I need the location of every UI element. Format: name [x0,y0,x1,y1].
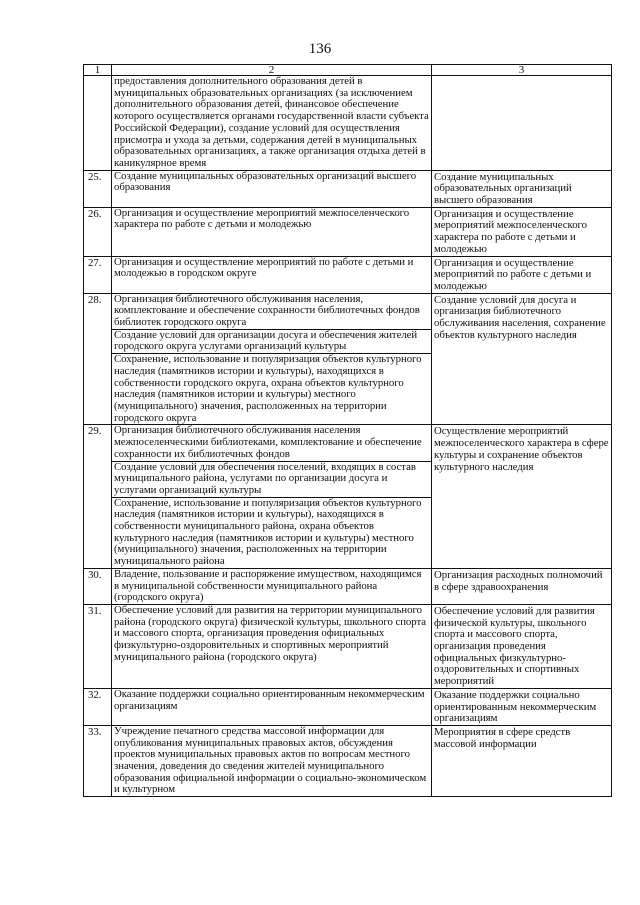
continuation-text: предоставления дополнительного образования детей в муниципальных образовательных организациях (за исключением дополнительного образования детей, финансовое обеспечение которого осуществляется органами государственной власти субъекта Российской Федерации), создание условий для осуществления присмотра и ухода за детьми, содержания детей в муниципальных образовательных организациях, а также организация отдыха детей в каникулярное время [112,76,432,171]
row-function: Владение, пользование и распоряжение имуществом, находящимся в муниципальной собственности муниципального района (городского округа) [112,568,432,604]
table-row [84,170,612,207]
row-function: Организация и осуществление мероприятий по работе с детьми и молодежью в городском округе [112,256,432,293]
row-category: Оказание поддержки социально ориентированным некоммерческим организациям [432,688,612,725]
row-function: Обеспечение условий для развития на территории муниципального района (городского округа) физической культуры, школьного спорта и массового спорта, организация проведения официальных физкультурно-оздоровительных и спортивных мероприятий муниципального района (городского округа) [112,604,432,688]
row-category: Организация расходных полномочий в сфере здравоохранения [432,568,612,604]
row-number: 28. [84,293,112,425]
row-number: 33. [84,725,112,796]
row-function-item: Создание условий для организации досуга и обеспечения жителей городского округа услугами организаций культуры [112,330,431,354]
row-category: Мероприятия в сфере средств массовой информации [432,725,612,796]
table-row [84,688,612,725]
row-function [112,425,432,568]
row-function: Создание муниципальных образовательных организаций высшего образования [112,170,432,207]
table-row [84,293,612,425]
continuation-row [84,76,612,171]
row-category: Организация и осуществление мероприятий межпоселенческого характера по работе с детьми и молодежью [432,207,612,256]
row-function-item: Сохранение, использование и популяризация объектов культурного наследия (памятников истории и культуры), находящихся в собственности городского округа, охрана объектов культурного наследия (памятников истории и культуры) местного (муниципального) значения, расположенных на территории городского округа [114,353,422,424]
header-col-3: 3 [432,65,612,76]
table-row [84,604,612,688]
row-number: 26. [84,207,112,256]
row-function-item: Организация библиотечного обслуживания населения, комплектование и обеспечение сохранности библиотечных фондов библиотек городского округа [112,294,431,330]
row-category: Осуществление мероприятий межпоселенческого характера в сфере культуры и сохранение объектов культурного наследия [432,425,612,568]
table-row [84,725,612,796]
header-col-2: 2 [112,65,432,76]
table-row [84,425,612,568]
row-function: Оказание поддержки социально ориентированным некоммерческим организациям [112,688,432,725]
row-number: 30. [84,568,112,604]
row-category: Организация и осуществление мероприятий по работе с детьми и молодежью [432,256,612,293]
functions-table [83,64,612,797]
row-function-item: Создание условий для обеспечения поселений, входящих в состав муниципального района, услугами по организации досуга и услугами организаций культуры [112,462,431,498]
continuation-num-cell [84,76,112,171]
continuation-right-cell [432,76,612,171]
table-row [84,568,612,604]
row-category: Обеспечение условий для развития физической культуры, школьного спорта и массового спорта, организация проведения официальных физкультурно-оздоровительных и спортивных мероприятий [432,604,612,688]
row-function: Организация и осуществление мероприятий межпоселенческого характера по работе с детьми и молодежью [112,207,432,256]
row-category: Создание условий для досуга и организация библиотечного обслуживания населения, сохранение объектов культурного наследия [432,293,612,425]
row-function: Учреждение печатного средства массовой информации для опубликования муниципальных правовых актов, обсуждения проектов муниципальных правовых актов по вопросам местного значения, доведения до сведения жителей муниципального образования официальной информации о социально-экономическом и культурном [112,725,432,796]
row-function-item: Сохранение, использование и популяризация объектов культурного наследия (памятников истории и культуры), находящихся в собственности муниципального района, охрана объектов культурного наследия (памятников истории и культуры) местного (муниципального) значения, расположенных на территории муниципального района [114,496,422,568]
row-number: 25. [84,170,112,207]
row-number: 29. [84,425,112,568]
table-row [84,207,612,256]
table-header-row [84,65,612,76]
table-row [84,256,612,293]
header-col-1: 1 [84,65,112,76]
row-number: 32. [84,688,112,725]
row-number: 31. [84,604,112,688]
page-number: 136 [308,41,332,57]
row-function [112,293,432,425]
row-category: Создание муниципальных образовательных организаций высшего образования [432,170,612,207]
row-function-item: Организация библиотечного обслуживания населения межпоселенческими библиотеками, комплектование и обеспечение сохранности их библиотечных фондов [112,425,431,461]
row-number: 27. [84,256,112,293]
